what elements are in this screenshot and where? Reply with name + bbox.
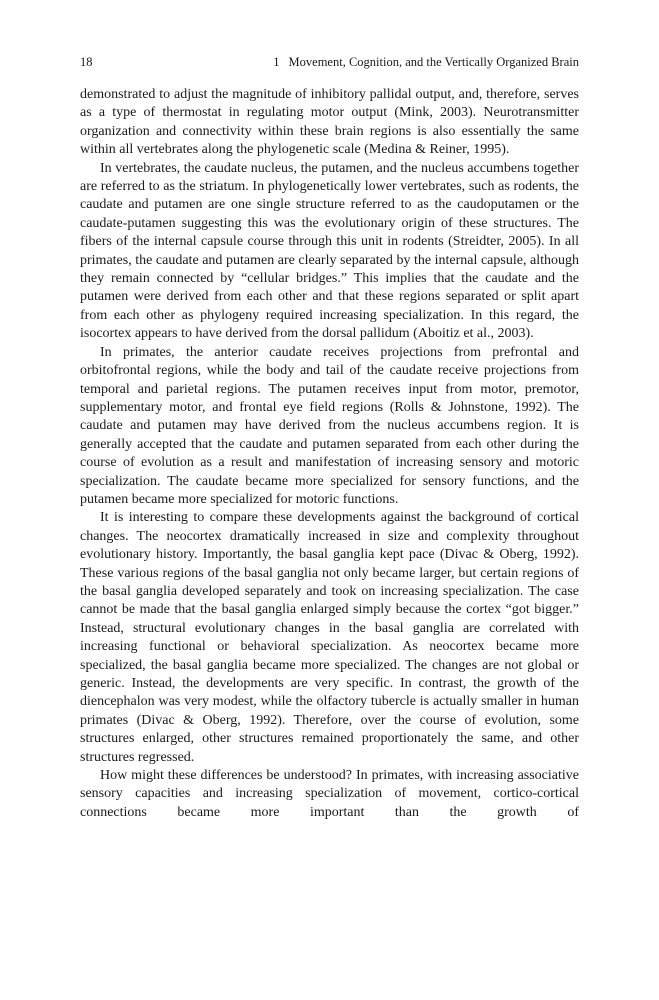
running-head-title: Movement, Cognition, and the Vertically Organized Brain (288, 55, 579, 69)
chapter-number: 1 (273, 55, 280, 69)
running-head (273, 52, 579, 72)
page-header (80, 52, 579, 72)
paragraph-differences: How might these differences be understood? In primates, with increasing associative sensory capacities and increasing specialization of movement, cortico-cortical connections became more important than the growth of (80, 768, 579, 820)
paragraph-cortical-changes: It is interesting to compare these developments against the background of cortical changes. The neocortex dramatically increased in size and complexity throughout evolutionary history. Importantly, the basal ganglia kept pace (Divac & Oberg, 1992). These various regions of the basal ganglia not only became larger, but certain regions of the basal ganglia developed separately and took on increasing specialization. The case cannot be made that the basal ganglia enlarged simply because the cortex “got bigger.” Instead, structural evolutionary changes in the basal ganglia are correlated with increasing functional or behavioral specialization. As neocortex became more specialized, the basal ganglia became more specialized. The changes are not global or generic. Instead, the developments are very specific. In contrast, the growth of the diencephalon was very modest, while the olfactory tubercle is actually smaller in human primates (Divac & Oberg, 1992). Therefore, over the course of evolution, some structures enlarged, other structures remained proportionately the same, and other structures regressed. (80, 510, 579, 765)
paragraph-caudate-putamen-projections: In primates, the anterior caudate receives projections from prefrontal and orbitofrontal regions, while the body and tail of the caudate receive projections from temporal and parietal regions. The putamen receives input from motor, premotor, supplementary motor, and frontal eye field regions (Rolls & Johnstone, 1992). The caudate and putamen may have derived from the nucleus accumbens region. It is generally accepted that the caudate and putamen separated from each other during the course of evolution as a result and manifestation of increasing sensory and motoric specialization. The caudate became more specialized for sensory functions, and the putamen became more specialized for motoric functions. (80, 344, 579, 507)
paragraph-continued: demonstrated to adjust the magnitude of inhibitory pallidal output, and, therefore, serves as a type of thermostat in regulating motor output (Mink, 2003). Neurotransmitter organization and connectivity within these brain regions is also essentially the same within all vertebrates along the phylogenetic scale (Medina & Reiner, 1995). (80, 87, 579, 158)
paragraph-striatum: In vertebrates, the caudate nucleus, the putamen, and the nucleus accumbens together are referred to as the striatum. In phylogenetically lower vertebrates, such as rodents, the caudate and putamen are one single structure referred to as the caudoputamen or the caudate-putamen suggesting this was the evolutionary origin of these structures. The fibers of the internal capsule course through this unit in rodents (Streidter, 2005). In all primates, the caudate and putamen are clearly separated by the internal capsule, although they remain connected by “cellular bridges.” This implies that the caudate and the putamen were derived from each other and that these regions separated or split apart from each other as phylogeny required increasing specialization. In this regard, the isocortex appears to have derived from the dorsal pallidum (Aboitiz et al., 2003). (80, 160, 579, 342)
body-text (80, 86, 579, 822)
page-number: 18 (80, 55, 93, 69)
